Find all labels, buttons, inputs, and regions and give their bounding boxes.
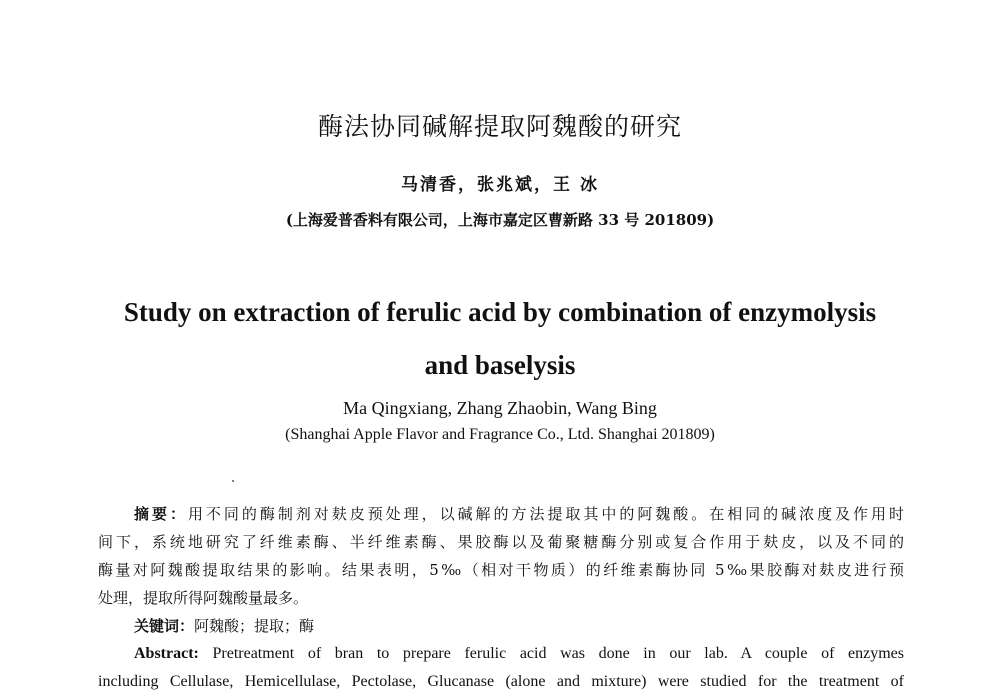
chinese-abstract-text: 用不同的酶制剂对麸皮预处理，以碱解的方法提取其中的阿魏酸。在相同的碱浓度及作用时 xyxy=(187,505,904,523)
chinese-keywords xyxy=(98,612,904,640)
chinese-keywords-label: 关键词： xyxy=(134,617,195,635)
chinese-keywords-text: 阿魏酸；提取；酶 xyxy=(194,617,315,635)
stray-dot xyxy=(232,480,234,482)
english-abstract-label: Abstract: xyxy=(134,645,199,662)
chinese-affiliation: (上海爱普香料有限公司，上海市嘉定区曹新路 33 号 201809) xyxy=(285,211,715,229)
chinese-title: 酶法协同碱解提取阿魏酸的研究 xyxy=(317,112,682,141)
english-authors: Ma Qingxiang, Zhang Zhaobin, Wang Bing xyxy=(343,398,657,418)
chinese-abstract-line xyxy=(98,500,904,528)
english-abstract-line xyxy=(98,640,904,668)
chinese-abstract-line: 间下，系统地研究了纤维素酶、半纤维素酶、果胶酶以及葡聚糖酶分别或复合作用于麸皮，以及不同的 xyxy=(98,533,904,551)
english-title-line-2: and baselysis xyxy=(424,350,576,380)
english-title-line-1: Study on extraction of ferulic acid by combination of enzymolysis xyxy=(123,297,877,327)
chinese-abstract xyxy=(98,500,904,612)
english-affiliation: (Shanghai Apple Flavor and Fragrance Co., Ltd. Shanghai 201809) xyxy=(285,426,715,443)
chinese-abstract-label: 摘要： xyxy=(134,505,188,523)
english-abstract-line: including Cellulase, Hemicellulase, Pectolase, Glucanase (alone and mixture) were studied for the treatment of xyxy=(98,673,904,690)
chinese-abstract-line: 酶量对阿魏酸提取结果的影响。结果表明，5‰（相对干物质）的纤维素酶协同 5‰果胶酶对麸皮进行预 xyxy=(98,561,904,579)
english-abstract xyxy=(98,640,904,696)
chinese-abstract-line: 处理，提取所得阿魏酸量最多。 xyxy=(98,589,309,607)
chinese-authors: 马清香，张兆斌，王 冰 xyxy=(401,175,599,195)
english-abstract-text: Pretreatment of bran to prepare ferulic acid was done in our lab. A couple of enzymes xyxy=(212,645,905,662)
chinese-keywords-line xyxy=(98,612,904,640)
